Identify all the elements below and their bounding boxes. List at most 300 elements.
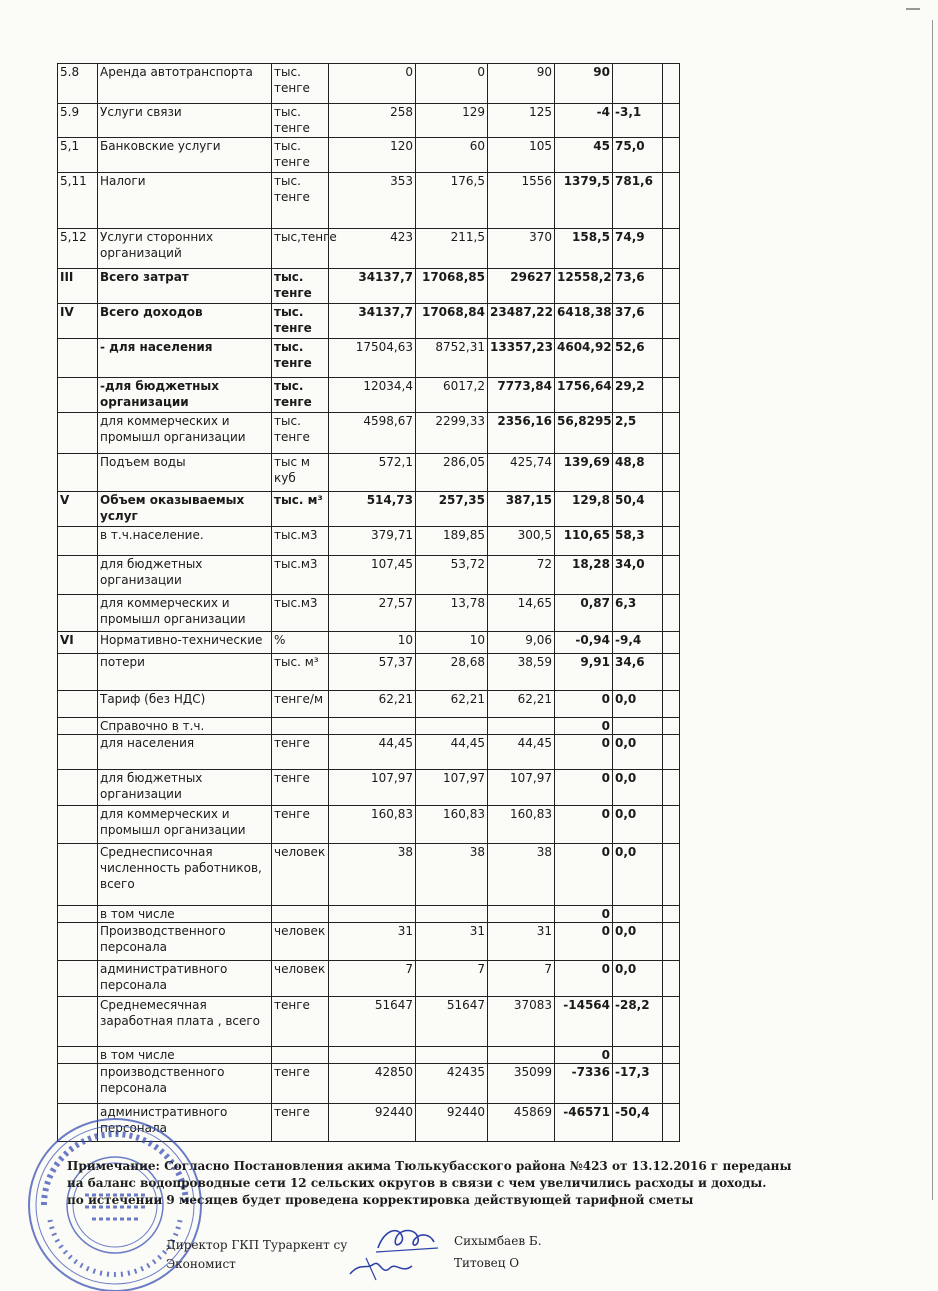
value-actual: 38: [488, 844, 555, 906]
value-plan-year: 120: [329, 138, 416, 173]
value-deviation: 56,8295: [555, 413, 613, 454]
footnote-line-2: на баланс водопроводные сети 12 сельских округов в связи с чем увеличились расходы и доходы.: [67, 1176, 767, 1190]
value-plan-period: [416, 1047, 488, 1064]
value-deviation: 0: [555, 844, 613, 906]
value-plan-year: 62,21: [329, 691, 416, 718]
value-plan-period: 257,35: [416, 492, 488, 527]
value-deviation: 6418,38: [555, 304, 613, 339]
value-actual: 45869: [488, 1104, 555, 1142]
value-percent: 50,4: [613, 492, 663, 527]
blank-cell: [663, 104, 680, 138]
value-deviation: 0: [555, 691, 613, 718]
item-name: Среднемесячная заработная плата , всего: [98, 997, 272, 1047]
value-plan-year: 44,45: [329, 735, 416, 770]
blank-cell: [663, 173, 680, 229]
item-name: Подъем воды: [98, 454, 272, 492]
row-number: [58, 906, 98, 923]
blank-cell: [663, 1104, 680, 1142]
item-name: в т.ч.население.: [98, 527, 272, 556]
value-deviation: 90: [555, 64, 613, 104]
value-actual: 7773,84: [488, 378, 555, 413]
blank-cell: [663, 1047, 680, 1064]
row-number: [58, 413, 98, 454]
value-actual: 14,65: [488, 595, 555, 632]
unit: тенге: [272, 1064, 329, 1104]
value-plan-year: 0: [329, 64, 416, 104]
unit: %: [272, 632, 329, 654]
value-plan-period: 176,5: [416, 173, 488, 229]
value-plan-year: 107,97: [329, 770, 416, 806]
value-percent: 29,2: [613, 378, 663, 413]
row-number: [58, 454, 98, 492]
value-plan-period: 53,72: [416, 556, 488, 595]
value-actual: 1556: [488, 173, 555, 229]
value-actual: 13357,23: [488, 339, 555, 378]
value-plan-year: [329, 1047, 416, 1064]
value-plan-period: 44,45: [416, 735, 488, 770]
row-number: [58, 735, 98, 770]
value-plan-year: [329, 718, 416, 735]
value-plan-year: 514,73: [329, 492, 416, 527]
director-signature: [372, 1222, 442, 1256]
table-row: [58, 304, 680, 339]
value-percent: [613, 1047, 663, 1064]
value-plan-year: 51647: [329, 997, 416, 1047]
blank-cell: [663, 844, 680, 906]
unit: тенге: [272, 1104, 329, 1142]
value-deviation: 0: [555, 770, 613, 806]
value-plan-period: 17068,84: [416, 304, 488, 339]
unit: тыс.м3: [272, 527, 329, 556]
value-plan-period: 6017,2: [416, 378, 488, 413]
value-plan-period: 31: [416, 923, 488, 961]
value-plan-period: 211,5: [416, 229, 488, 269]
value-actual: 38,59: [488, 654, 555, 691]
item-name: Услуги сторонних организаций: [98, 229, 272, 269]
economist-signature: [346, 1252, 416, 1284]
row-number: [58, 691, 98, 718]
value-plan-period: 286,05: [416, 454, 488, 492]
unit: человек: [272, 923, 329, 961]
blank-cell: [663, 1064, 680, 1104]
value-deviation: -7336: [555, 1064, 613, 1104]
value-plan-year: 27,57: [329, 595, 416, 632]
value-actual: 23487,22: [488, 304, 555, 339]
row-number: 5.8: [58, 64, 98, 104]
unit: тыс.м3: [272, 556, 329, 595]
item-name: - для населения: [98, 339, 272, 378]
table-row: [58, 138, 680, 173]
value-plan-period: 38: [416, 844, 488, 906]
row-number: [58, 339, 98, 378]
item-name: для коммерческих и промышл организации: [98, 595, 272, 632]
value-plan-period: 107,97: [416, 770, 488, 806]
value-plan-year: 57,37: [329, 654, 416, 691]
value-actual: 44,45: [488, 735, 555, 770]
value-deviation: -14564: [555, 997, 613, 1047]
row-number: III: [58, 269, 98, 304]
value-percent: -28,2: [613, 997, 663, 1047]
blank-cell: [663, 595, 680, 632]
value-plan-year: 423: [329, 229, 416, 269]
value-percent: 0,0: [613, 844, 663, 906]
blank-cell: [663, 454, 680, 492]
blank-cell: [663, 923, 680, 961]
item-name: для коммерческих и промышл организации: [98, 413, 272, 454]
value-deviation: -4: [555, 104, 613, 138]
value-plan-year: 258: [329, 104, 416, 138]
table-row: [58, 454, 680, 492]
value-plan-year: 34137,7: [329, 269, 416, 304]
value-actual: 370: [488, 229, 555, 269]
item-name: производственного персонала: [98, 1064, 272, 1104]
value-plan-period: 189,85: [416, 527, 488, 556]
value-deviation: 18,28: [555, 556, 613, 595]
unit: тыс.м3: [272, 595, 329, 632]
value-deviation: 0: [555, 906, 613, 923]
unit: тыс. тенге: [272, 173, 329, 229]
blank-cell: [663, 229, 680, 269]
row-number: 5,12: [58, 229, 98, 269]
value-actual: 90: [488, 64, 555, 104]
value-plan-period: [416, 906, 488, 923]
value-deviation: 0: [555, 806, 613, 844]
value-plan-year: 17504,63: [329, 339, 416, 378]
unit: тенге: [272, 770, 329, 806]
value-deviation: 9,91: [555, 654, 613, 691]
item-name: для населения: [98, 735, 272, 770]
value-percent: 0,0: [613, 691, 663, 718]
value-plan-year: 160,83: [329, 806, 416, 844]
table-row: [58, 806, 680, 844]
item-name: для бюджетных организации: [98, 770, 272, 806]
row-number: [58, 527, 98, 556]
table-row: [58, 173, 680, 229]
value-deviation: 0: [555, 923, 613, 961]
item-name: Аренда автотранспорта: [98, 64, 272, 104]
blank-cell: [663, 718, 680, 735]
value-plan-year: 4598,67: [329, 413, 416, 454]
row-number: [58, 923, 98, 961]
table-row: [58, 735, 680, 770]
value-percent: 48,8: [613, 454, 663, 492]
value-percent: 34,0: [613, 556, 663, 595]
item-name: Нормативно-технические: [98, 632, 272, 654]
table-row: [58, 923, 680, 961]
row-number: 5.9: [58, 104, 98, 138]
value-plan-year: 379,71: [329, 527, 416, 556]
row-number: [58, 961, 98, 997]
value-plan-period: 92440: [416, 1104, 488, 1142]
value-deviation: 0: [555, 1047, 613, 1064]
value-deviation: 1379,5: [555, 173, 613, 229]
right-margin-line: [932, 20, 933, 1200]
value-percent: [613, 64, 663, 104]
value-plan-period: 42435: [416, 1064, 488, 1104]
value-actual: [488, 1047, 555, 1064]
value-plan-period: 7: [416, 961, 488, 997]
unit: тенге: [272, 806, 329, 844]
value-deviation: 0,87: [555, 595, 613, 632]
blank-cell: [663, 138, 680, 173]
table-row: [58, 229, 680, 269]
item-name: в том числе: [98, 906, 272, 923]
value-actual: 425,74: [488, 454, 555, 492]
blank-cell: [663, 906, 680, 923]
value-percent: 0,0: [613, 770, 663, 806]
table-row: [58, 413, 680, 454]
unit: тенге: [272, 997, 329, 1047]
value-plan-period: 60: [416, 138, 488, 173]
value-plan-period: 13,78: [416, 595, 488, 632]
row-number: [58, 770, 98, 806]
item-name: Справочно в т.ч.: [98, 718, 272, 735]
value-plan-period: 2299,33: [416, 413, 488, 454]
table-row: [58, 654, 680, 691]
value-plan-year: [329, 906, 416, 923]
value-percent: 73,6: [613, 269, 663, 304]
director-name: Сихымбаев Б.: [454, 1234, 542, 1248]
table-row: [58, 718, 680, 735]
blank-cell: [663, 691, 680, 718]
row-number: [58, 654, 98, 691]
item-name: в том числе: [98, 1047, 272, 1064]
value-actual: 72: [488, 556, 555, 595]
director-title: Директор ГКП Тураркент су: [166, 1238, 348, 1252]
value-plan-period: 62,21: [416, 691, 488, 718]
row-number: [58, 1047, 98, 1064]
value-percent: 0,0: [613, 923, 663, 961]
value-percent: 74,9: [613, 229, 663, 269]
blank-cell: [663, 632, 680, 654]
value-plan-year: 10: [329, 632, 416, 654]
value-plan-period: 10: [416, 632, 488, 654]
value-percent: 58,3: [613, 527, 663, 556]
blank-cell: [663, 527, 680, 556]
row-number: IV: [58, 304, 98, 339]
value-actual: [488, 718, 555, 735]
table-row: [58, 632, 680, 654]
value-plan-year: 31: [329, 923, 416, 961]
scan-mark: [906, 8, 920, 18]
value-plan-year: 42850: [329, 1064, 416, 1104]
table-row: [58, 378, 680, 413]
blank-cell: [663, 806, 680, 844]
value-percent: 37,6: [613, 304, 663, 339]
value-percent: -3,1: [613, 104, 663, 138]
unit: тыс. тенге: [272, 339, 329, 378]
row-number: [58, 556, 98, 595]
value-deviation: 0: [555, 961, 613, 997]
item-name: административного персонала: [98, 1104, 272, 1142]
unit: [272, 906, 329, 923]
value-plan-year: 107,45: [329, 556, 416, 595]
row-number: 5,11: [58, 173, 98, 229]
value-actual: 35099: [488, 1064, 555, 1104]
unit: тыс,тенге: [272, 229, 329, 269]
value-actual: 29627: [488, 269, 555, 304]
table-row: [58, 770, 680, 806]
value-actual: 107,97: [488, 770, 555, 806]
value-actual: 7: [488, 961, 555, 997]
value-plan-period: 28,68: [416, 654, 488, 691]
table-row: [58, 844, 680, 906]
row-number: [58, 806, 98, 844]
item-name: для коммерческих и промышл организации: [98, 806, 272, 844]
row-number: [58, 844, 98, 906]
footnote-line-3: по истечении 9 месяцев будет проведена корректировка действующей тарифной сметы: [67, 1193, 694, 1207]
value-plan-period: 0: [416, 64, 488, 104]
unit: тыс м куб: [272, 454, 329, 492]
value-plan-year: 12034,4: [329, 378, 416, 413]
unit: тыс. тенге: [272, 304, 329, 339]
value-actual: 105: [488, 138, 555, 173]
footnote: [67, 1158, 792, 1209]
value-deviation: 110,65: [555, 527, 613, 556]
value-plan-period: 129: [416, 104, 488, 138]
blank-cell: [663, 64, 680, 104]
item-name: Услуги связи: [98, 104, 272, 138]
value-actual: 31: [488, 923, 555, 961]
unit: тыс. м³: [272, 654, 329, 691]
row-number: [58, 378, 98, 413]
table-row: [58, 64, 680, 104]
value-plan-year: 38: [329, 844, 416, 906]
value-percent: 0,0: [613, 961, 663, 997]
item-name: потери: [98, 654, 272, 691]
unit: тыс. тенге: [272, 104, 329, 138]
unit: человек: [272, 844, 329, 906]
blank-cell: [663, 997, 680, 1047]
value-plan-year: 92440: [329, 1104, 416, 1142]
value-deviation: 1756,64: [555, 378, 613, 413]
row-number: V: [58, 492, 98, 527]
value-actual: 300,5: [488, 527, 555, 556]
item-name: Всего затрат: [98, 269, 272, 304]
unit: тыс. тенге: [272, 64, 329, 104]
table-row: [58, 104, 680, 138]
value-plan-year: 572,1: [329, 454, 416, 492]
economist-title: Экономист: [166, 1257, 236, 1271]
item-name: -для бюджетных организации: [98, 378, 272, 413]
value-actual: 160,83: [488, 806, 555, 844]
value-plan-year: 34137,7: [329, 304, 416, 339]
row-number: [58, 718, 98, 735]
value-percent: 781,6: [613, 173, 663, 229]
value-deviation: 158,5: [555, 229, 613, 269]
table-row: [58, 997, 680, 1047]
blank-cell: [663, 339, 680, 378]
unit: [272, 1047, 329, 1064]
unit: тыс. тенге: [272, 413, 329, 454]
value-deviation: 0: [555, 735, 613, 770]
table-row: [58, 269, 680, 304]
value-deviation: -46571: [555, 1104, 613, 1142]
value-percent: -17,3: [613, 1064, 663, 1104]
row-number: [58, 997, 98, 1047]
unit: человек: [272, 961, 329, 997]
value-plan-period: 17068,85: [416, 269, 488, 304]
value-actual: [488, 906, 555, 923]
value-deviation: 0: [555, 718, 613, 735]
value-actual: 37083: [488, 997, 555, 1047]
value-percent: 34,6: [613, 654, 663, 691]
blank-cell: [663, 770, 680, 806]
table-row: [58, 691, 680, 718]
item-name: Тариф (без НДС): [98, 691, 272, 718]
table-row: [58, 961, 680, 997]
table-row: [58, 595, 680, 632]
item-name: для бюджетных организации: [98, 556, 272, 595]
table-row: [58, 1047, 680, 1064]
unit: тыс. тенге: [272, 269, 329, 304]
value-actual: 125: [488, 104, 555, 138]
value-actual: 62,21: [488, 691, 555, 718]
value-percent: 2,5: [613, 413, 663, 454]
unit: тыс. м³: [272, 492, 329, 527]
blank-cell: [663, 413, 680, 454]
table-row: [58, 906, 680, 923]
row-number: VI: [58, 632, 98, 654]
footnote-line-1: Примечание: Согласно Постановления акима Тюлькубасского района №423 от 13.12.2016 г переданы: [67, 1159, 792, 1173]
value-plan-period: 8752,31: [416, 339, 488, 378]
unit: тыс. тенге: [272, 138, 329, 173]
value-percent: -50,4: [613, 1104, 663, 1142]
value-actual: 9,06: [488, 632, 555, 654]
table-body: [58, 64, 680, 1142]
blank-cell: [663, 735, 680, 770]
value-plan-period: [416, 718, 488, 735]
unit: тенге: [272, 735, 329, 770]
unit: тыс. тенге: [272, 378, 329, 413]
value-plan-period: 160,83: [416, 806, 488, 844]
blank-cell: [663, 961, 680, 997]
table-row: [58, 527, 680, 556]
value-deviation: -0,94: [555, 632, 613, 654]
value-deviation: 129,8: [555, 492, 613, 527]
item-name: Объем оказываемых услуг: [98, 492, 272, 527]
value-percent: [613, 906, 663, 923]
item-name: Банковские услуги: [98, 138, 272, 173]
blank-cell: [663, 378, 680, 413]
row-number: 5,1: [58, 138, 98, 173]
value-deviation: 45: [555, 138, 613, 173]
value-percent: -9,4: [613, 632, 663, 654]
unit: [272, 718, 329, 735]
table-row: [58, 339, 680, 378]
blank-cell: [663, 269, 680, 304]
blank-cell: [663, 492, 680, 527]
value-actual: 387,15: [488, 492, 555, 527]
value-percent: 52,6: [613, 339, 663, 378]
blank-cell: [663, 304, 680, 339]
value-actual: 2356,16: [488, 413, 555, 454]
blank-cell: [663, 556, 680, 595]
value-percent: 6,3: [613, 595, 663, 632]
value-plan-year: 7: [329, 961, 416, 997]
value-percent: 75,0: [613, 138, 663, 173]
unit: тенге/м: [272, 691, 329, 718]
item-name: административного персонала: [98, 961, 272, 997]
table-row: [58, 492, 680, 527]
blank-cell: [663, 654, 680, 691]
item-name: Налоги: [98, 173, 272, 229]
item-name: Производственного персонала: [98, 923, 272, 961]
item-name: Всего доходов: [98, 304, 272, 339]
row-number: [58, 595, 98, 632]
value-deviation: 139,69: [555, 454, 613, 492]
table-row: [58, 556, 680, 595]
